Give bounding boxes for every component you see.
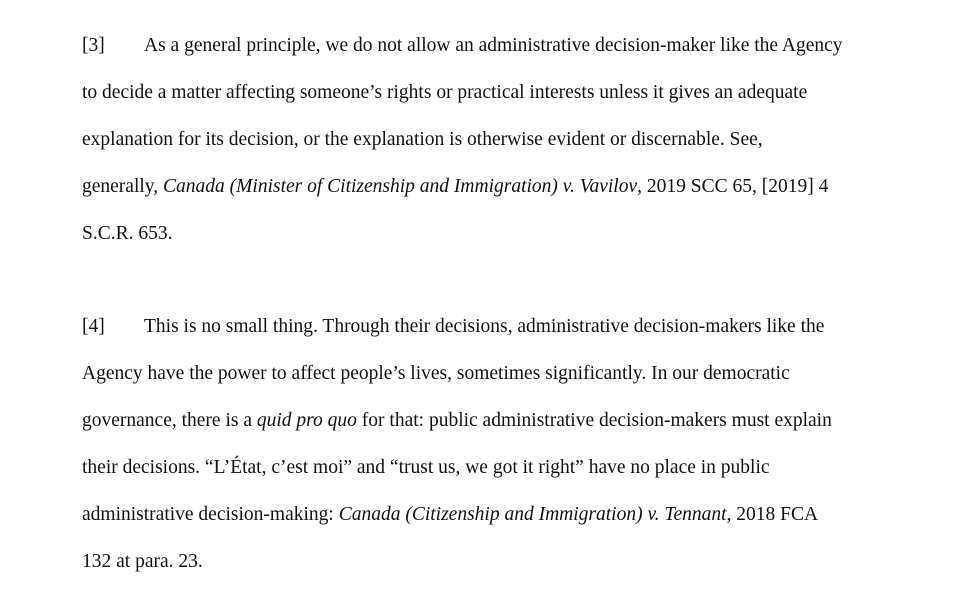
line-text: administrative decision-making: [82, 504, 339, 525]
line-text: to decide a matter affecting someone’s rights or practical interests unless it gives an adequate [82, 82, 808, 103]
line-text: for that: public administrative decision-makers must explain [356, 410, 832, 431]
paragraph-line [82, 34, 843, 58]
paragraph-line [82, 222, 172, 246]
line-text: , 2018 FCA [726, 504, 819, 525]
latin-phrase-italic: quid pro quo [256, 410, 357, 431]
case-citation-italic: Canada (Minister of Citizenship and Immigration) v. Vavilov [163, 176, 638, 197]
line-text: Agency have the power to affect people’s lives, sometimes significantly. In our democratic [82, 363, 790, 384]
line-text: their decisions. “L’État, c’est moi” and “trust us, we got it right” have no place in public [82, 457, 770, 478]
line-text: explanation for its decision, or the explanation is otherwise evident or discernable. See, [82, 129, 763, 150]
paragraph-line [82, 81, 807, 105]
paragraph-line [82, 456, 770, 480]
line-text: governance, there is a [82, 410, 257, 431]
paragraph-line [82, 550, 203, 574]
paragraph-number: [4] [82, 316, 105, 337]
line-text: generally, [82, 176, 164, 197]
line-text: 132 at para. 23. [82, 551, 203, 572]
paragraph-line [82, 128, 763, 152]
paragraph-line [82, 175, 828, 199]
line-text: , 2019 SCC 65, [2019] 4 [637, 176, 829, 197]
line-text: As a general principle, we do not allow an administrative decision-maker like the Agency [144, 35, 843, 56]
paragraph-line [82, 503, 818, 527]
line-text: This is no small thing. Through their decisions, administrative decision-makers like the [144, 316, 825, 337]
paragraph-line [82, 409, 832, 433]
line-text: S.C.R. 653. [82, 223, 173, 244]
paragraph-line [82, 315, 824, 339]
case-citation-italic: Canada (Citizenship and Immigration) v. Tennant [338, 504, 727, 525]
paragraph-number: [3] [82, 35, 105, 56]
paragraph-line [82, 362, 790, 386]
